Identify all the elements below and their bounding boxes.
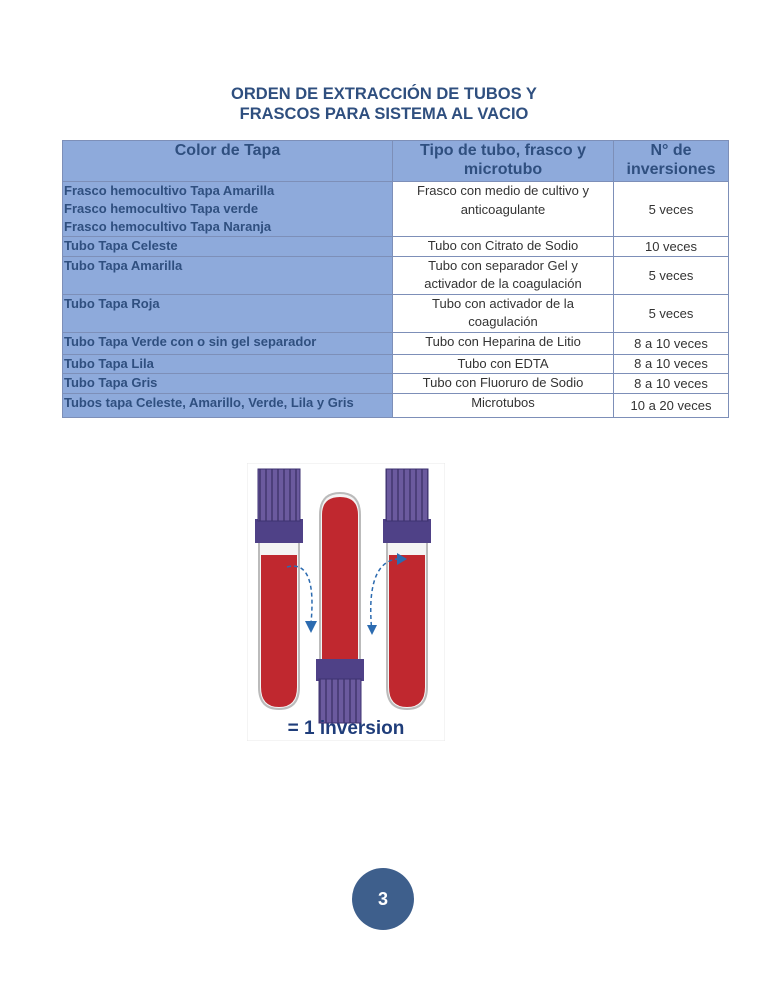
cell-tipo: Tubo con Heparina de Litio	[393, 332, 614, 354]
cell-inversiones: 5 veces	[614, 182, 729, 237]
cell-tipo: Tubo con activador de la coagulación	[393, 294, 614, 332]
title-line-2: FRASCOS PARA SISTEMA AL VACIO	[239, 105, 529, 123]
page-number-badge: 3	[352, 868, 414, 930]
cell-tipo: Tubo con Citrato de Sodio	[393, 237, 614, 257]
cell-inversiones: 10 a 20 veces	[614, 393, 729, 417]
cell-color: Tubo Tapa Amarilla	[63, 256, 393, 294]
table-row	[63, 332, 729, 354]
cell-inversiones: 8 a 10 veces	[614, 374, 729, 394]
title-line-1: ORDEN DE EXTRACCIÓN DE TUBOS Y	[231, 85, 537, 103]
cell-color: Tubo Tapa Gris	[63, 374, 393, 394]
cell-tipo: Tubo con EDTA	[393, 354, 614, 374]
cell-tipo: Frasco con medio de cultivo y anticoagulante	[393, 182, 614, 237]
header-tipo-de-tubo: Tipo de tubo, frasco y microtubo	[393, 141, 614, 182]
header-inversiones: N° de inversiones	[614, 141, 729, 182]
table-row	[63, 393, 729, 417]
extraction-order-table	[62, 140, 729, 418]
table-row	[63, 294, 729, 332]
tube-middle-icon	[316, 493, 364, 723]
tube-left-icon	[255, 469, 303, 709]
document-title	[0, 84, 768, 124]
cell-inversiones: 5 veces	[614, 256, 729, 294]
cell-inversiones: 8 a 10 veces	[614, 354, 729, 374]
table-row	[63, 182, 729, 237]
cell-color: Tubos tapa Celeste, Amarillo, Verde, Lila y Gris	[63, 393, 393, 417]
cell-inversiones: 8 a 10 veces	[614, 332, 729, 354]
cell-inversiones: 10 veces	[614, 237, 729, 257]
table-row	[63, 237, 729, 257]
tube-right-icon	[383, 469, 431, 709]
cell-tipo: Tubo con separador Gel y activador de la coagulación	[393, 256, 614, 294]
cell-color: Tubo Tapa Roja	[63, 294, 393, 332]
cell-color: Frasco hemocultivo Tapa Amarilla Frasco hemocultivo Tapa verde Frasco hemocultivo Tapa Naranja	[63, 182, 393, 237]
cell-tipo: Tubo con Fluoruro de Sodio	[393, 374, 614, 394]
cell-color: Tubo Tapa Celeste	[63, 237, 393, 257]
table-header-row	[63, 141, 729, 182]
table-row	[63, 374, 729, 394]
cell-inversiones: 5 veces	[614, 294, 729, 332]
inversion-caption: = 1 inversion	[287, 718, 405, 739]
header-color-de-tapa: Color de Tapa	[63, 141, 393, 182]
cell-color: Tubo Tapa Verde con o sin gel separador	[63, 332, 393, 354]
cell-color: Tubo Tapa Lila	[63, 354, 393, 374]
table-row	[63, 354, 729, 374]
table-row	[63, 256, 729, 294]
tube-inversion-illustration	[247, 463, 445, 741]
cell-tipo: Microtubos	[393, 393, 614, 417]
